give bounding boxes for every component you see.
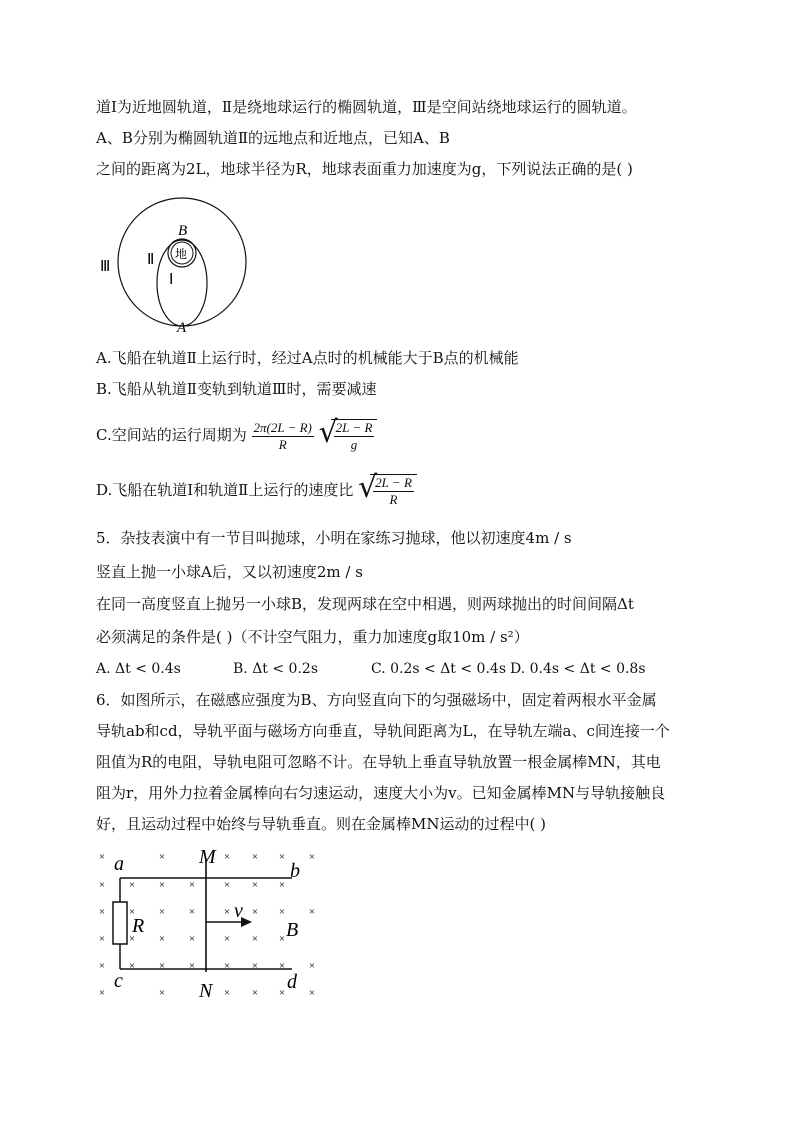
q4-line-1: 道I为近地圆轨道，Ⅱ是绕地球运行的椭圆轨道，Ⅲ是空间站绕地球运行的圆轨道。 bbox=[96, 98, 637, 116]
q6-line-1: 6．如图所示，在磁感应强度为B、方向竖直向下的匀强磁场中，固定着两根水平金属 bbox=[96, 691, 657, 709]
q5-option-c: C. 0.2s < Δt < 0.4s bbox=[371, 661, 507, 677]
field-cross-icon: × bbox=[188, 906, 196, 918]
q4-option-c-sqrt: √ $\frac{2L - R}{g}$ bbox=[319, 419, 378, 454]
q6-line-4: 阻为r，用外力拉着金属棒向右匀速运动，速度大小为v。已知金属棒MN与导轨接触良 bbox=[96, 784, 666, 802]
q4-option-d-root-numerator: 2L − R bbox=[375, 474, 412, 490]
field-cross-icon: × bbox=[223, 879, 231, 891]
field-cross-icon: × bbox=[308, 906, 316, 918]
field-cross-icon: × bbox=[251, 906, 259, 918]
field-cross-icon: × bbox=[98, 987, 106, 999]
label-B: B bbox=[286, 919, 299, 941]
label-c: c bbox=[114, 970, 123, 992]
q4-option-c bbox=[96, 414, 377, 454]
orbit-2-label: Ⅱ bbox=[147, 252, 155, 268]
q6-line-3: 阻值为R的电阻，导轨电阻可忽略不计。在导轨上垂直导轨放置一根金属棒MN，其电 bbox=[96, 753, 661, 771]
field-cross-icon: × bbox=[223, 906, 231, 918]
label-v: v bbox=[234, 900, 243, 922]
field-cross-icon: × bbox=[128, 933, 136, 945]
resistor-R bbox=[113, 902, 127, 944]
q5-option-a: A. Δt < 0.4s bbox=[96, 661, 181, 677]
field-cross-icon: × bbox=[128, 960, 136, 972]
field-cross-icon: × bbox=[278, 851, 286, 863]
field-cross-icon: × bbox=[158, 960, 166, 972]
orbit-1-label: Ⅰ bbox=[169, 272, 174, 288]
q5-line-4: 必须满足的条件是( )（不计空气阻力，重力加速度g取10m / s²） bbox=[96, 628, 529, 646]
field-cross-icon: × bbox=[278, 906, 286, 918]
field-cross-icon: × bbox=[128, 906, 136, 918]
q5-line-2: 竖直上抛一小球A后，又以初速度2m / s bbox=[96, 563, 363, 581]
field-cross-icon: × bbox=[98, 933, 106, 945]
orbit-3-circle bbox=[118, 198, 246, 326]
q6-line-2: 导轨ab和cd，导轨平面与磁场方向垂直，导轨间距离为L，在导轨左端a、c间连接一个 bbox=[96, 722, 670, 740]
q4-option-c-root-denominator: g bbox=[350, 436, 358, 452]
rail-diagram bbox=[92, 842, 328, 1004]
field-cross-icon: × bbox=[158, 906, 166, 918]
label-R: R bbox=[132, 915, 145, 937]
field-cross-icon: × bbox=[251, 960, 259, 972]
field-cross-icon: × bbox=[308, 987, 316, 999]
field-cross-icon: × bbox=[278, 933, 286, 945]
field-cross-icon: × bbox=[251, 933, 259, 945]
orbit-diagram bbox=[96, 190, 271, 340]
field-cross-icon: × bbox=[308, 851, 316, 863]
field-cross-icon: × bbox=[223, 987, 231, 999]
q4-line-3: 之间的距离为2L，地球半径为R，地球表面重力加速度为g，下列说法正确的是( ) bbox=[96, 160, 633, 178]
field-cross-icon: × bbox=[188, 933, 196, 945]
field-cross-icon: × bbox=[98, 960, 106, 972]
q4-option-c-denominator: R bbox=[278, 436, 287, 452]
field-cross-icon: × bbox=[278, 879, 286, 891]
q4-option-a: A.飞船在轨道Ⅱ上运行时，经过A点时的机械能大于B点的机械能 bbox=[96, 349, 519, 367]
q5-line-1: 5．杂技表演中有一节目叫抛球，小明在家练习抛球，他以初速度4m / s bbox=[96, 529, 572, 547]
q4-option-d-sqrt: √ $\frac{2L - R}{R}$ bbox=[358, 474, 417, 509]
q4-option-c-fraction bbox=[252, 420, 314, 453]
q4-option-d bbox=[96, 469, 417, 509]
field-cross-icon: × bbox=[98, 851, 106, 863]
point-A-label: A bbox=[177, 320, 187, 336]
q4-option-c-numerator: 2π(2L − R) bbox=[253, 419, 312, 435]
field-cross-icon: × bbox=[188, 879, 196, 891]
label-M: M bbox=[199, 846, 216, 868]
label-a: a bbox=[114, 853, 124, 875]
label-d: d bbox=[287, 971, 297, 993]
field-cross-icon: × bbox=[308, 960, 316, 972]
q4-option-b: B.飞船从轨道Ⅱ变轨到轨道Ⅲ时，需要减速 bbox=[96, 380, 377, 398]
field-cross-icon: × bbox=[278, 987, 286, 999]
orbit-3-label: Ⅲ bbox=[100, 259, 111, 275]
q4-option-d-root-denominator: R bbox=[389, 491, 398, 507]
field-cross-icon: × bbox=[158, 879, 166, 891]
point-B-label: B bbox=[178, 223, 188, 239]
field-cross-icon: × bbox=[158, 933, 166, 945]
field-cross-icon: × bbox=[223, 851, 231, 863]
label-N: N bbox=[199, 980, 213, 1002]
field-cross-icon: × bbox=[223, 960, 231, 972]
field-cross-icon: × bbox=[278, 960, 286, 972]
field-cross-icon: × bbox=[158, 987, 166, 999]
field-cross-icon: × bbox=[188, 960, 196, 972]
field-cross-icon: × bbox=[98, 879, 106, 891]
q4-line-2: A、B分别为椭圆轨道Ⅱ的远地点和近地点，已知A、B bbox=[96, 129, 450, 147]
field-cross-icon: × bbox=[158, 851, 166, 863]
field-cross-icon: × bbox=[223, 933, 231, 945]
q5-line-3: 在同一高度竖直上抛另一小球B，发现两球在空中相遇，则两球抛出的时间间隔Δt bbox=[96, 595, 634, 613]
earth-label: 地 bbox=[175, 247, 188, 261]
field-cross-icon: × bbox=[98, 906, 106, 918]
label-b: b bbox=[290, 860, 300, 882]
field-cross-icon: × bbox=[128, 879, 136, 891]
field-cross-icon: × bbox=[251, 879, 259, 891]
q4-option-c-root-numerator: 2L − R bbox=[335, 419, 373, 435]
q4-option-d-text: D.飞船在轨道Ⅰ和轨道Ⅱ上运行的速度比 bbox=[96, 481, 354, 499]
field-cross-icon: × bbox=[251, 851, 259, 863]
field-cross-icon: × bbox=[251, 987, 259, 999]
q5-option-d: D. 0.4s < Δt < 0.8s bbox=[510, 661, 646, 677]
q4-option-c-text: C.空间站的运行周期为 bbox=[96, 426, 247, 444]
q6-line-5: 好，且运动过程中始终与导轨垂直。则在金属棒MN运动的过程中( ) bbox=[96, 815, 546, 833]
q5-option-b: B. Δt < 0.2s bbox=[233, 661, 319, 677]
